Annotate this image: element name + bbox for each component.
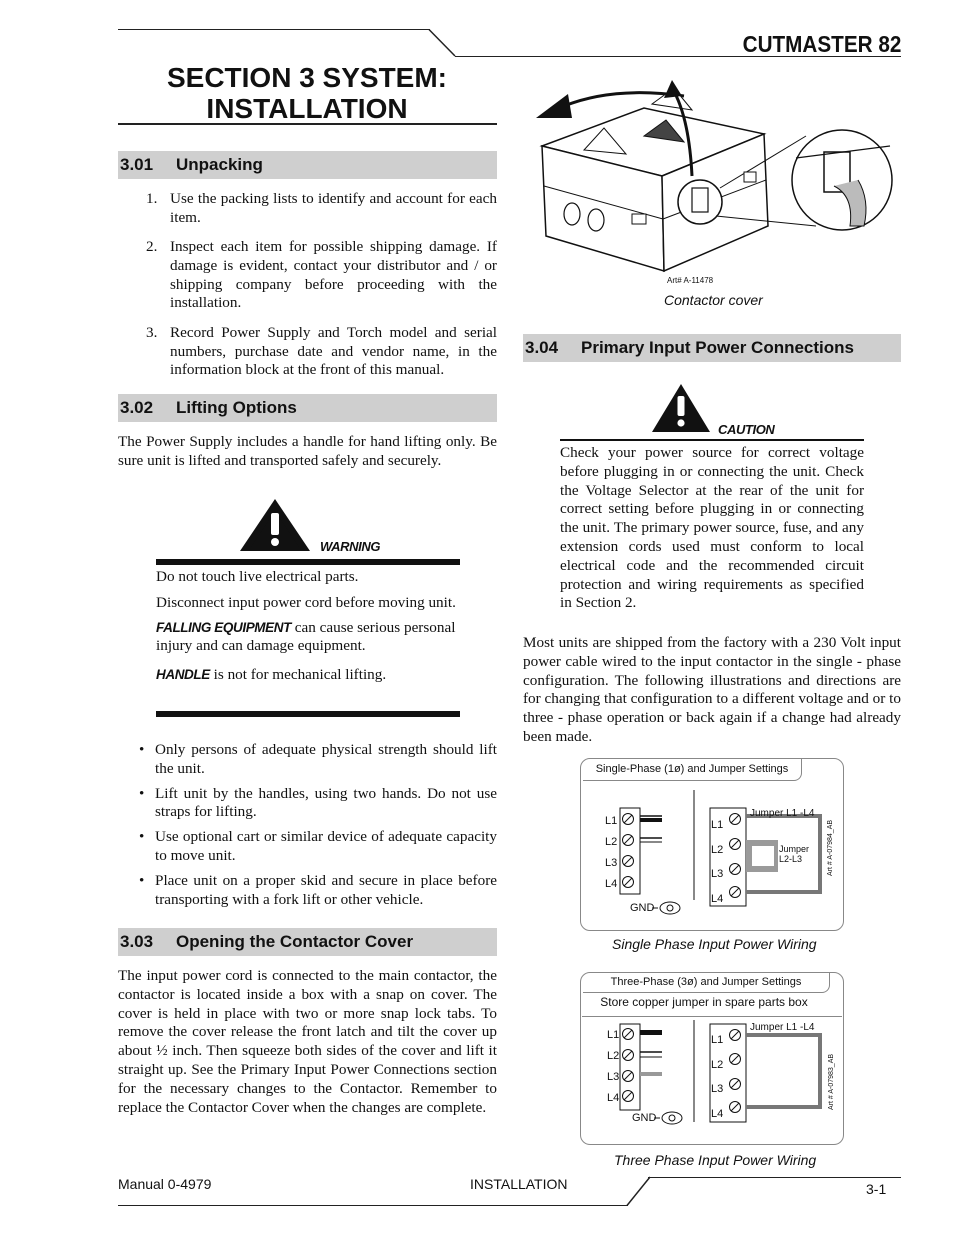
- three-left-labels: L1 L2 L3 L4: [607, 1029, 620, 1104]
- warning-triangle-icon: [238, 497, 312, 553]
- warning-line: Do not touch live electrical parts.: [156, 568, 359, 585]
- list-item: • Lift unit by the handles, using two hands. Do not use straps for lifting.: [118, 785, 497, 823]
- brand-title: CUTMASTER 82: [742, 31, 901, 57]
- lifting-bullets: [118, 741, 497, 909]
- heading-unpacking: [118, 151, 497, 179]
- heading-opening-contactor-cover: 3.03 Opening the Contactor Cover: [118, 928, 497, 956]
- page-title: [118, 62, 496, 124]
- single-right-labels: L1 L2 L3 L4: [711, 819, 724, 905]
- caption-three-phase: Three Phase Input Power Wiring: [614, 1152, 817, 1168]
- heading-primary-input-power: 3.04 Primary Input Power Connections: [523, 334, 901, 362]
- primary-input-paragraph: Most units are shipped from the factory with a 230 Volt input power cable wired to the input contactor in the single - phase configuration. The following illustrations and directions are for changing that configuration to a different voltage and or to three - phase operation or back again if a change had already been made.: [523, 634, 901, 745]
- figure-art-number: Art# A-11478: [667, 276, 714, 285]
- contactor-cover-text: The input power cord is connected to the main contactor, the contactor is located inside a box with a snap on cover. The cover is held in place with two or more snap lock tabs. To remove the cover release the front latch and tilt the cover up about ½ inch. Then squeeze both sides of the cover and lift it straight up. See the Primary Input Power Connections section for the necessary changes to the Contactor. Remember to replace the Contactor Cover when the changes are complete.: [118, 967, 497, 1116]
- warning-bar-bottom: [156, 711, 460, 717]
- lifting-intro: The Power Supply includes a handle for hand lifting only. Be sure unit is lifted and transported safely and securely.: [118, 433, 497, 469]
- title-rule: [118, 123, 497, 125]
- caution-text: Check your power source for correct voltage before plugging in or connecting the unit. Check the Voltage Selector at the rear of the unit for correct setting before plugging in or connecting the unit. The primary power source, fuse, and any extension cords used must conform to local electrical code and the recommended circuit protection and wiring requirements as specified in Section 2.: [560, 444, 864, 612]
- single-art-number: Art # A-07984_AB: [827, 819, 834, 876]
- header-rule-left: [118, 29, 430, 30]
- three-jumper-l1l4: Jumper L1 -L4: [750, 1022, 815, 1033]
- list-item: • Place unit on a proper skid and secure in place before transporting with a fork lift or other vehicle.: [118, 872, 497, 910]
- single-gnd-label: GND: [630, 902, 655, 914]
- list-item: 3. Record Power Supply and Torch model and serial numbers, purchase date and vendor name, in the information block at the front of this manual.: [146, 323, 497, 379]
- figure-caption-contactor: Contactor cover: [664, 292, 763, 308]
- warning-label: WARNING: [320, 539, 381, 554]
- page-title-line2: INSTALLATION: [206, 93, 408, 124]
- contactor-cover-illustration: [524, 76, 896, 286]
- unpacking-list-container: [118, 190, 497, 391]
- footer-section: INSTALLATION: [470, 1176, 568, 1192]
- list-item: 1. Use the packing lists to identify and account for each item.: [146, 190, 497, 226]
- list-item: • Use optional cart or similar device of adequate capacity to move unit.: [118, 828, 497, 866]
- list-item: 2. Inspect each item for possible shipping damage. If damage is evident, contact your distributor and / or shipping company before proceeding with the installation.: [146, 238, 497, 312]
- page-title-line1: SECTION 3 SYSTEM:: [166, 62, 448, 93]
- single-jumper-l2l3: Jumper L2-L3: [779, 844, 810, 864]
- heading-text: Unpacking: [176, 155, 263, 174]
- heading-lifting-options: 3.02 Lifting Options: [118, 394, 497, 422]
- lifting-bullets-container: [118, 741, 497, 915]
- three-phase-subtitle: Store copper jumper in spare parts box: [600, 995, 808, 1009]
- single-jumper-l1l4: Jumper L1 -L4: [750, 808, 815, 819]
- footer-rule-left: [118, 1205, 628, 1206]
- three-right-labels: L1 L2 L3 L4: [711, 1034, 724, 1120]
- warning-falling: FALLING EQUIPMENT can cause serious personal injury and can damage equipment.: [156, 618, 456, 655]
- caution-rule: [560, 439, 864, 441]
- caption-single-phase: Single Phase Input Power Wiring: [612, 936, 817, 952]
- warning-line: Disconnect input power cord before moving unit.: [156, 593, 456, 611]
- warning-handle: HANDLE is not for mechanical lifting.: [156, 666, 387, 684]
- three-phase-title: Three-Phase (3ø) and Jumper Settings: [583, 972, 830, 993]
- unpacking-list: [118, 190, 497, 380]
- footer-manual: Manual 0-4979: [118, 1176, 212, 1192]
- footer-rule-right: [648, 1177, 901, 1178]
- heading-number: 3.01: [120, 155, 154, 174]
- three-art-number: Art # A-07983_AB: [828, 1053, 835, 1110]
- caution-label: CAUTION: [718, 422, 775, 437]
- three-gnd-label: GND: [632, 1112, 657, 1124]
- header-rule-slant: [428, 28, 458, 58]
- caution-triangle-icon: [650, 382, 712, 434]
- warning-bar-top: [156, 559, 460, 565]
- list-item: • Only persons of adequate physical strength should lift the unit.: [118, 741, 497, 779]
- warning-content: [156, 568, 460, 685]
- footer-page-number: 3-1: [866, 1181, 887, 1197]
- footer-rule-slant: [626, 1175, 652, 1207]
- single-left-labels: L1 L2 L3 L4: [605, 815, 618, 890]
- single-phase-title: Single-Phase (1ø) and Jumper Settings: [583, 758, 802, 781]
